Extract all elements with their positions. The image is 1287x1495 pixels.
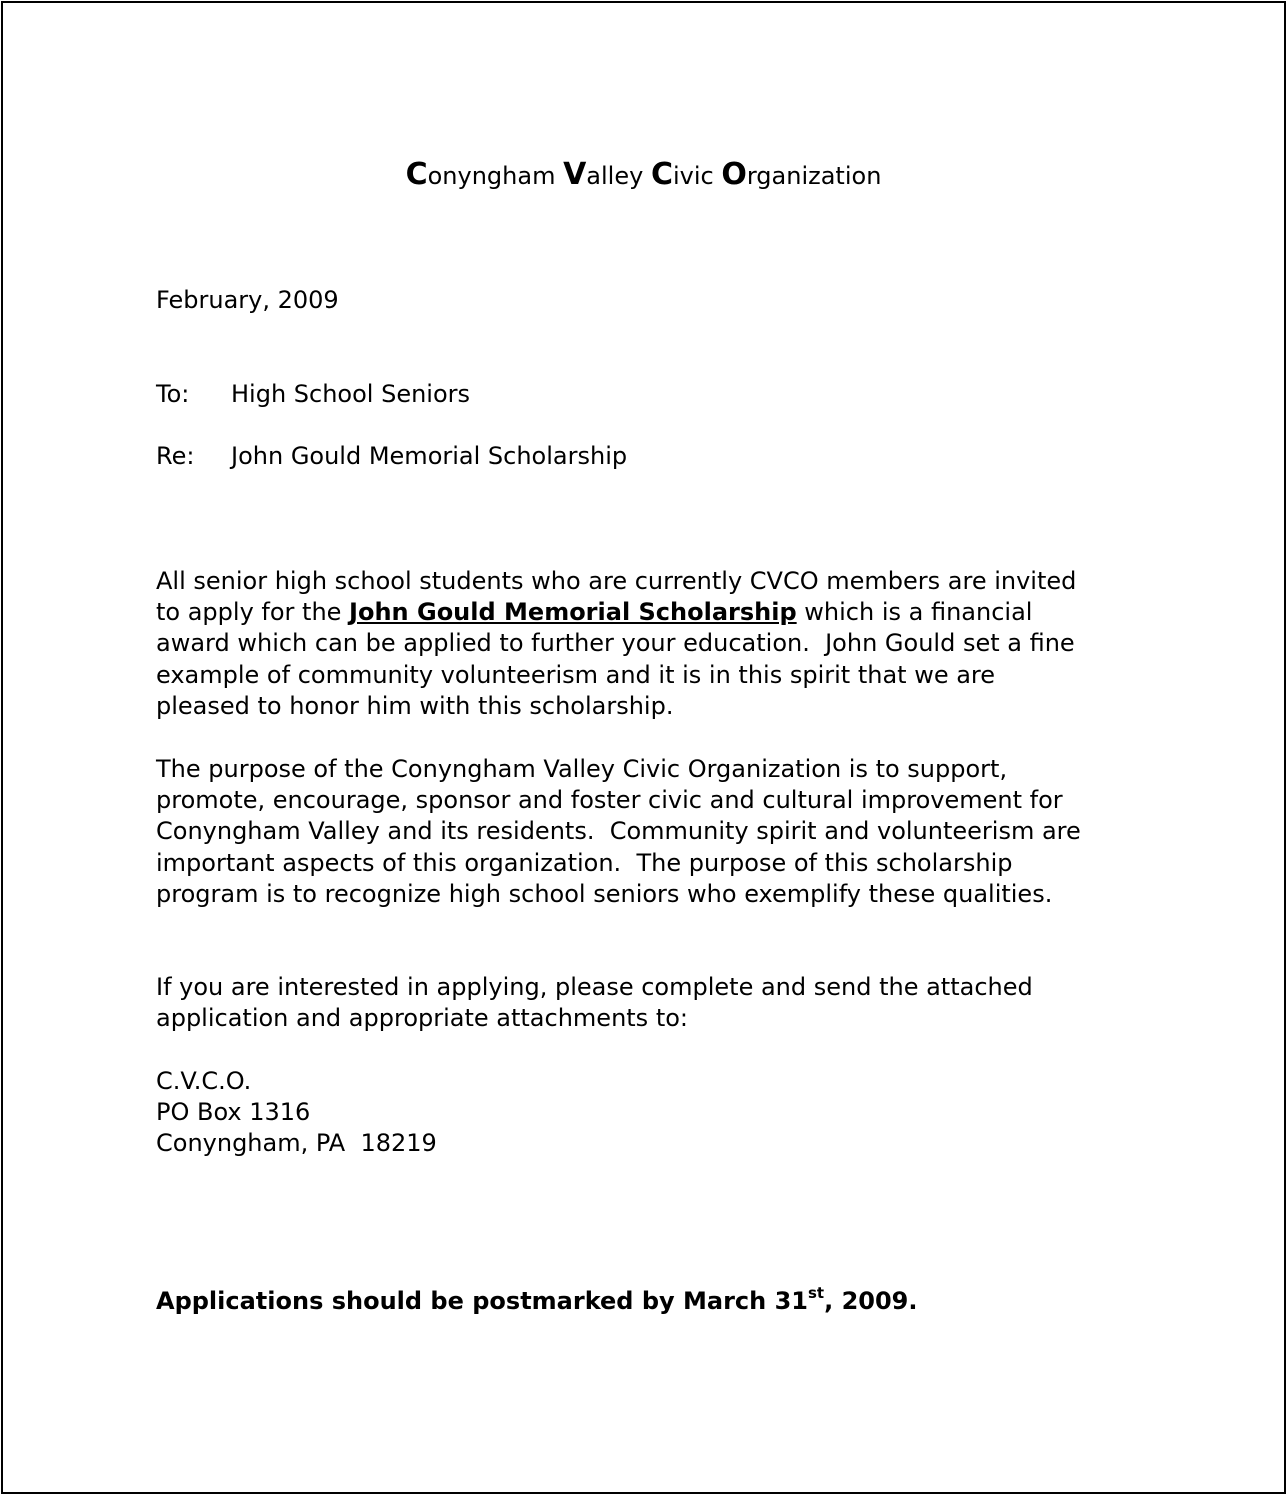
paragraph-line: promote, encourage, sponsor and foster civic and cultural improvement for xyxy=(156,786,1063,815)
to-value: High School Seniors xyxy=(231,380,471,408)
to-line xyxy=(156,379,470,410)
organization-heading xyxy=(0,157,1287,194)
address-line: Conyngham, PA 18219 xyxy=(156,1129,437,1158)
deadline-text: Applications should be postmarked by March 31 xyxy=(156,1287,808,1315)
heading-initial: C xyxy=(405,157,428,192)
re-line xyxy=(156,441,627,472)
paragraph-line xyxy=(156,597,1076,628)
paragraph-line: Conyngham Valley and its residents. Community spirit and volunteerism are xyxy=(156,817,1081,846)
deadline-notice xyxy=(156,1284,918,1318)
mailing-address xyxy=(156,1066,437,1160)
letter-date: February, 2009 xyxy=(156,286,339,314)
paragraph-line: application and appropriate attachments to: xyxy=(156,1004,688,1033)
heading-word-rest: alley xyxy=(586,162,651,190)
scholarship-name-emphasis: John Gould Memorial Scholarship xyxy=(349,598,797,627)
re-label: Re: xyxy=(156,442,195,470)
to-label: To: xyxy=(156,380,190,408)
paragraph-text: which is a financial xyxy=(796,598,1033,627)
re-value: John Gould Memorial Scholarship xyxy=(231,442,628,470)
address-line: C.V.C.O. xyxy=(156,1067,252,1095)
heading-initial: C xyxy=(650,157,673,192)
heading-word-rest: rganization xyxy=(746,162,882,190)
heading-word-rest: onyngham xyxy=(427,162,564,190)
page-border xyxy=(1,1,1286,1494)
paragraph-line: important aspects of this organization. The purpose of this scholarship xyxy=(156,848,1013,877)
paragraph-line: pleased to honor him with this scholarship. xyxy=(156,691,674,720)
heading-initial: V xyxy=(563,157,587,192)
paragraph-invitation xyxy=(156,566,1076,722)
deadline-year: , 2009. xyxy=(824,1287,918,1315)
paragraph-line: The purpose of the Conyngham Valley Civic Organization is to support, xyxy=(156,755,1008,783)
heading-initial: O xyxy=(721,157,747,192)
address-line: PO Box 1316 xyxy=(156,1098,311,1127)
paragraph-line: example of community volunteerism and it is in this spirit that we are xyxy=(156,660,996,689)
paragraph-line: award which can be applied to further your education. John Gould set a fine xyxy=(156,629,1075,658)
paragraph-purpose xyxy=(156,754,1081,910)
paragraph-instructions xyxy=(156,972,1033,1034)
paragraph-line: All senior high school students who are currently CVCO members are invited xyxy=(156,567,1077,595)
paragraph-line: program is to recognize high school seniors who exemplify these qualities. xyxy=(156,879,1053,908)
deadline-ordinal-suffix: st xyxy=(808,1284,825,1302)
heading-word-rest: ivic xyxy=(672,162,722,190)
paragraph-text: to apply for the xyxy=(156,598,350,627)
paragraph-line: If you are interested in applying, please complete and send the attached xyxy=(156,973,1033,1001)
